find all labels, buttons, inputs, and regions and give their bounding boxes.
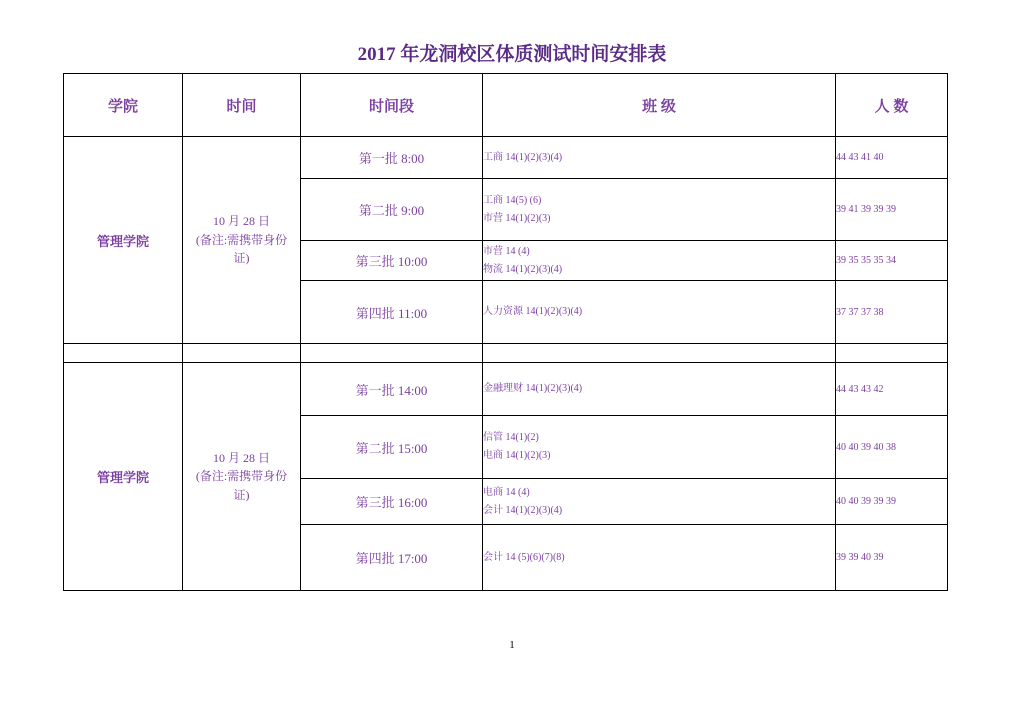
schedule-table [63, 73, 948, 591]
class-list [483, 241, 836, 281]
class-line: 物流 14(1)(2)(3)(4) [483, 263, 563, 275]
class-line: 市营 14 (4) [483, 245, 530, 257]
head-count: 37 37 37 38 [836, 281, 948, 344]
header-head-count: 人 数 [836, 74, 948, 137]
document-title: 2017 年龙洞校区体质测试时间安排表 [357, 44, 667, 65]
head-count: 39 41 39 39 39 [836, 179, 948, 241]
date-cell [183, 137, 301, 344]
class-list [483, 525, 836, 591]
college-cell [64, 137, 183, 344]
table-row [64, 137, 948, 179]
class-line: 电商 14 (4) [483, 486, 530, 498]
head-count: 39 39 40 39 [836, 525, 948, 591]
date-note-line: (备注:需携带身份 [195, 232, 288, 247]
class-list [483, 179, 836, 241]
date-note-line: 证) [233, 487, 250, 502]
head-count: 44 43 41 40 [836, 137, 948, 179]
spacer-row [64, 344, 948, 363]
class-line: 工商 14(1)(2)(3)(4) [483, 151, 563, 163]
college-name: 管理学院 [96, 233, 149, 249]
class-list [483, 363, 836, 416]
college-cell [64, 363, 183, 591]
class-line: 工商 14(5) (6) [483, 194, 542, 206]
class-line: 电商 14(1)(2)(3) [483, 450, 551, 461]
time-slot: 第一批 14:00 [301, 363, 483, 416]
header-date: 时间 [183, 74, 301, 137]
class-list [483, 137, 836, 179]
time-slot: 第四批 17:00 [301, 525, 483, 591]
head-count: 40 40 39 40 38 [836, 416, 948, 479]
spacer-cell [301, 344, 483, 363]
class-line: 信管 14(1)(2) [483, 432, 539, 443]
class-line: 会计 14 (5)(6)(7)(8) [483, 551, 565, 563]
spacer-cell [483, 344, 836, 363]
time-slot: 第二批 15:00 [301, 416, 483, 479]
class-line: 会计 14(1)(2)(3)(4) [483, 504, 563, 516]
time-slot: 第三批 10:00 [301, 241, 483, 281]
header-time-slot: 时间段 [301, 74, 483, 137]
spacer-cell [183, 344, 301, 363]
spacer-cell [836, 344, 948, 363]
class-list [483, 479, 836, 525]
college-name: 管理学院 [96, 470, 149, 485]
spacer-cell [64, 344, 183, 363]
time-slot: 第四批 11:00 [301, 281, 483, 344]
page-number: 1 [509, 639, 515, 651]
date-note-line: 证) [233, 251, 250, 266]
header-row [64, 74, 948, 137]
date-cell [183, 363, 301, 591]
time-slot: 第二批 9:00 [301, 179, 483, 241]
table-row [64, 363, 948, 416]
class-line: 人力资源 14(1)(2)(3)(4) [483, 306, 583, 317]
time-slot: 第一批 8:00 [301, 137, 483, 179]
class-line: 市营 14(1)(2)(3) [483, 212, 551, 224]
header-college: 学院 [64, 74, 183, 137]
header-classes: 班 级 [483, 74, 836, 137]
class-list [483, 281, 836, 344]
head-count: 39 35 35 35 34 [836, 241, 948, 281]
head-count: 40 40 39 39 39 [836, 479, 948, 525]
class-line: 金融理财 14(1)(2)(3)(4) [483, 383, 583, 394]
date-line: 10 月 28 日 [212, 450, 270, 465]
date-note-line: (备注:需携带身份 [195, 469, 288, 484]
class-list [483, 416, 836, 479]
head-count: 44 43 43 42 [836, 363, 948, 416]
time-slot: 第三批 16:00 [301, 479, 483, 525]
date-line: 10 月 28 日 [212, 214, 270, 229]
